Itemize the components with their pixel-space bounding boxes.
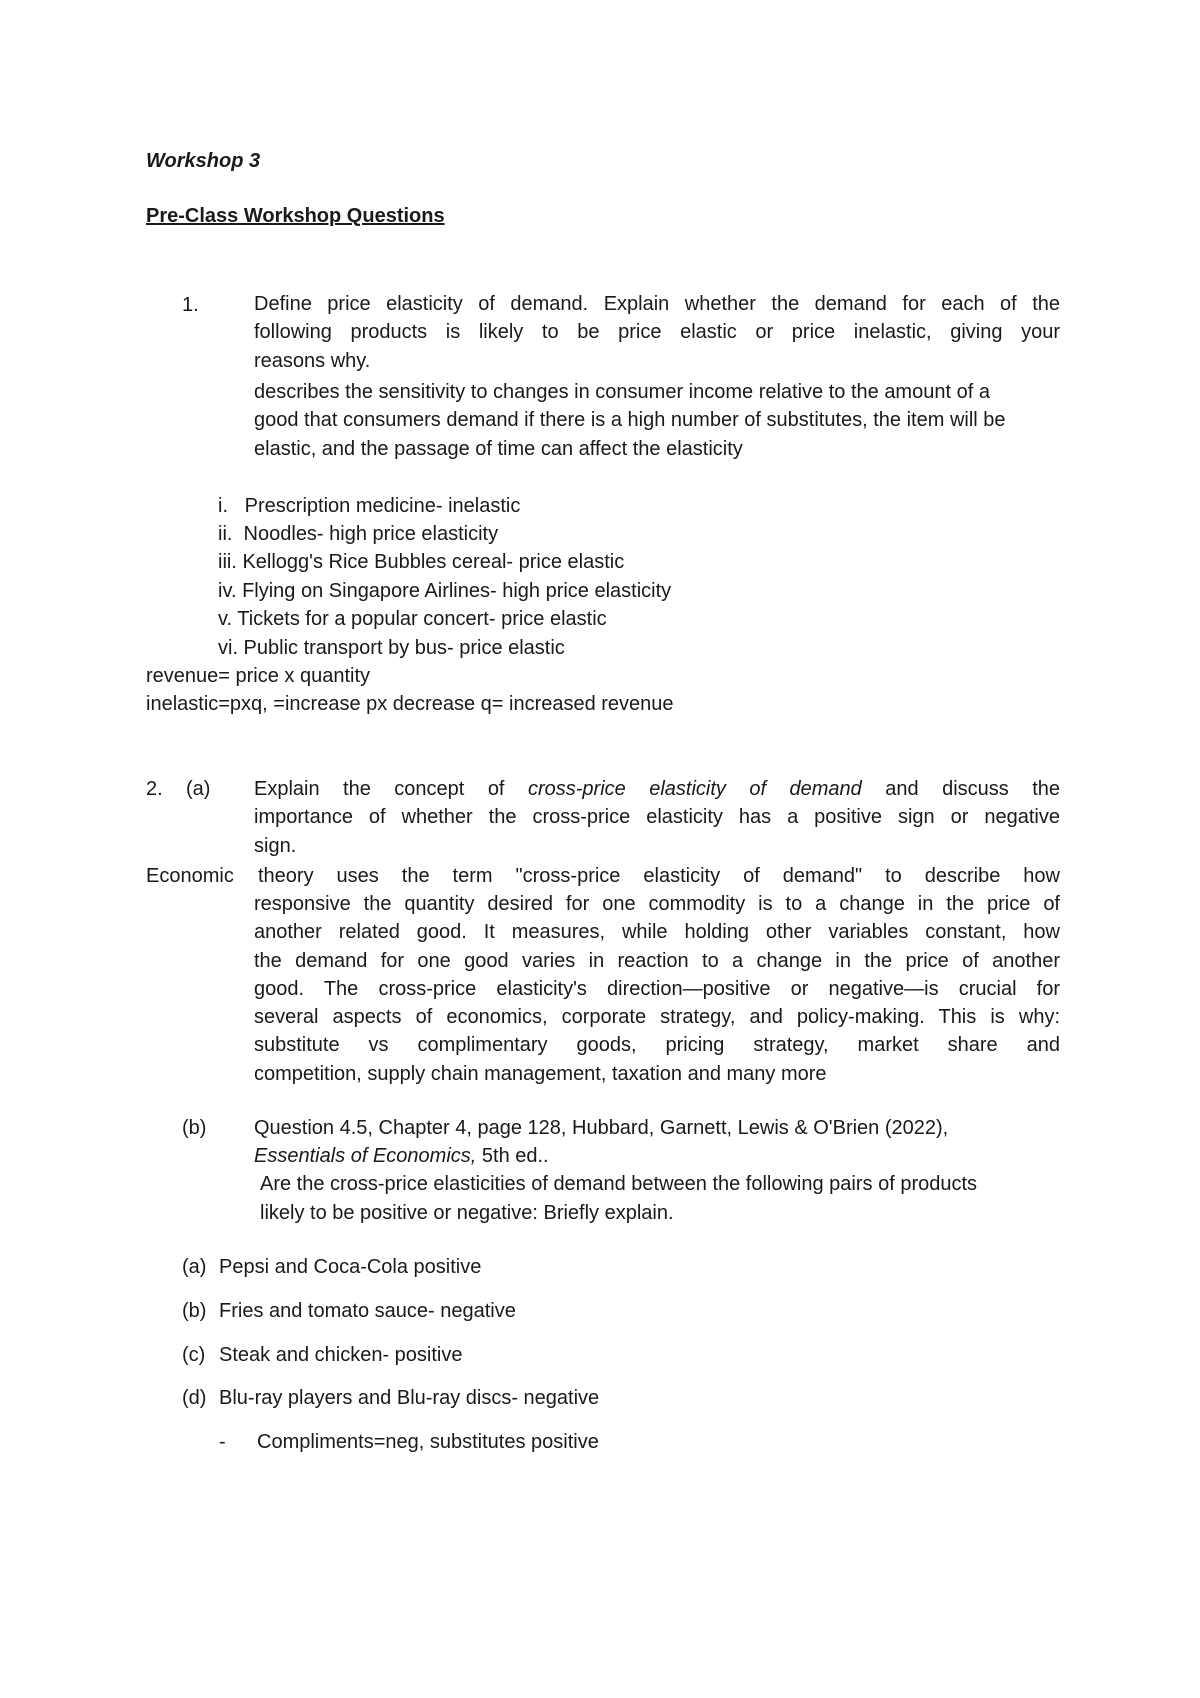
pair-label: (a): [182, 1256, 207, 1278]
pair-text: Steak and chicken- positive: [219, 1344, 463, 1366]
q2-answer-line: another related good. It measures, while holding other variables constant, how: [254, 921, 1060, 944]
q2-part-a-line1: [254, 775, 1060, 803]
q2-answer: [254, 890, 1060, 1088]
pair-text: Blu-ray players and Blu-ray discs- negative: [219, 1387, 600, 1409]
pair-label: (d): [182, 1387, 207, 1409]
q1-note: inelastic=pxq, =increase px decrease q= increased revenue: [146, 693, 674, 715]
section-heading: Pre-Class Workshop Questions: [146, 205, 445, 227]
q2-part-a-pre: Explain the concept of: [254, 778, 505, 800]
q2-answer-first-line: theory uses the term "cross-price elasticity of demand" to describe how: [258, 865, 1060, 887]
q1-answer-line: elastic, and the passage of time can affect the elasticity: [254, 438, 743, 460]
bullet-dash: -: [219, 1431, 226, 1453]
pair-text: Pepsi and Coca-Cola positive: [219, 1256, 482, 1278]
q2-answer-line: responsive the quantity desired for one commodity is to a change in the price of: [254, 893, 1060, 915]
q2-part-a-italic: cross-price elasticity of demand: [527, 778, 862, 800]
q1-list-item: v. Tickets for a popular concert- price elastic: [218, 608, 607, 630]
q2-part-b-edition: 5th ed..: [481, 1145, 549, 1167]
q2-number: 2.: [146, 778, 163, 800]
pair-text: Fries and tomato sauce- negative: [219, 1300, 516, 1322]
q1-answer-line: describes the sensitivity to changes in consumer income relative to the amount of a: [254, 381, 990, 403]
q2-part-b-question-line: likely to be positive or negative: Briefly explain.: [260, 1202, 674, 1224]
q2-answer-line: several aspects of economics, corporate strategy, and policy-making. This is why:: [254, 1006, 1060, 1029]
q2-part-a-label: (a): [186, 778, 211, 800]
q2-answer-line: substitute vs complimentary goods, pricing strategy, market share and: [254, 1034, 1060, 1057]
q1-question: [254, 290, 1060, 375]
q1-question-line: following products is likely to be price elastic or price inelastic, giving your: [254, 321, 1060, 344]
bullet-text: Compliments=neg, substitutes positive: [257, 1431, 599, 1453]
q1-list-item: i. Prescription medicine- inelastic: [218, 495, 521, 517]
q2-answer-line: good. The cross-price elasticity's direction—positive or negative—is crucial for: [254, 977, 1060, 1000]
q2-part-b-book-title: Essentials of Economics,: [254, 1145, 477, 1167]
q2-part-a-question: [254, 775, 1060, 860]
q1-list-item: vi. Public transport by bus- price elastic: [218, 637, 565, 659]
q1-number: 1.: [182, 294, 199, 316]
q2-answer-line: the demand for one good varies in reaction to a change in the price of another: [254, 949, 1060, 972]
q2-part-b-question-line: Are the cross-price elasticities of demand between the following pairs of products: [260, 1173, 978, 1195]
q1-question-line: Define price elasticity of demand. Explain whether the demand for each of the: [254, 293, 1060, 315]
q1-question-line: reasons why.: [254, 349, 371, 372]
q1-note: revenue= price x quantity: [146, 665, 371, 687]
q1-list-item: ii. Noodles- high price elasticity: [218, 523, 499, 545]
q1-list-item: iv. Flying on Singapore Airlines- high price elasticity: [218, 580, 672, 602]
pair-label: (c): [182, 1344, 206, 1366]
q2-part-a-line2: importance of whether the cross-price elasticity has a positive sign or negative: [254, 806, 1060, 829]
q2-part-a-post: and discuss the: [885, 778, 1061, 800]
q2-part-a-line3: sign.: [254, 834, 297, 857]
q2-part-b-reference: Question 4.5, Chapter 4, page 128, Hubbard, Garnett, Lewis & O'Brien (2022),: [254, 1117, 949, 1139]
q2-answer-lead: Economic: [146, 865, 234, 887]
q2-part-b-book: [254, 1144, 549, 1168]
q1-answer-line: good that consumers demand if there is a high number of substitutes, the item will be: [254, 409, 1006, 431]
workshop-title: Workshop 3: [146, 150, 261, 172]
q2-answer-line: competition, supply chain management, taxation and many more: [254, 1062, 827, 1085]
q1-list-item: iii. Kellogg's Rice Bubbles cereal- price elastic: [218, 551, 625, 573]
q2-part-b-label: (b): [182, 1117, 207, 1139]
pair-label: (b): [182, 1300, 207, 1322]
